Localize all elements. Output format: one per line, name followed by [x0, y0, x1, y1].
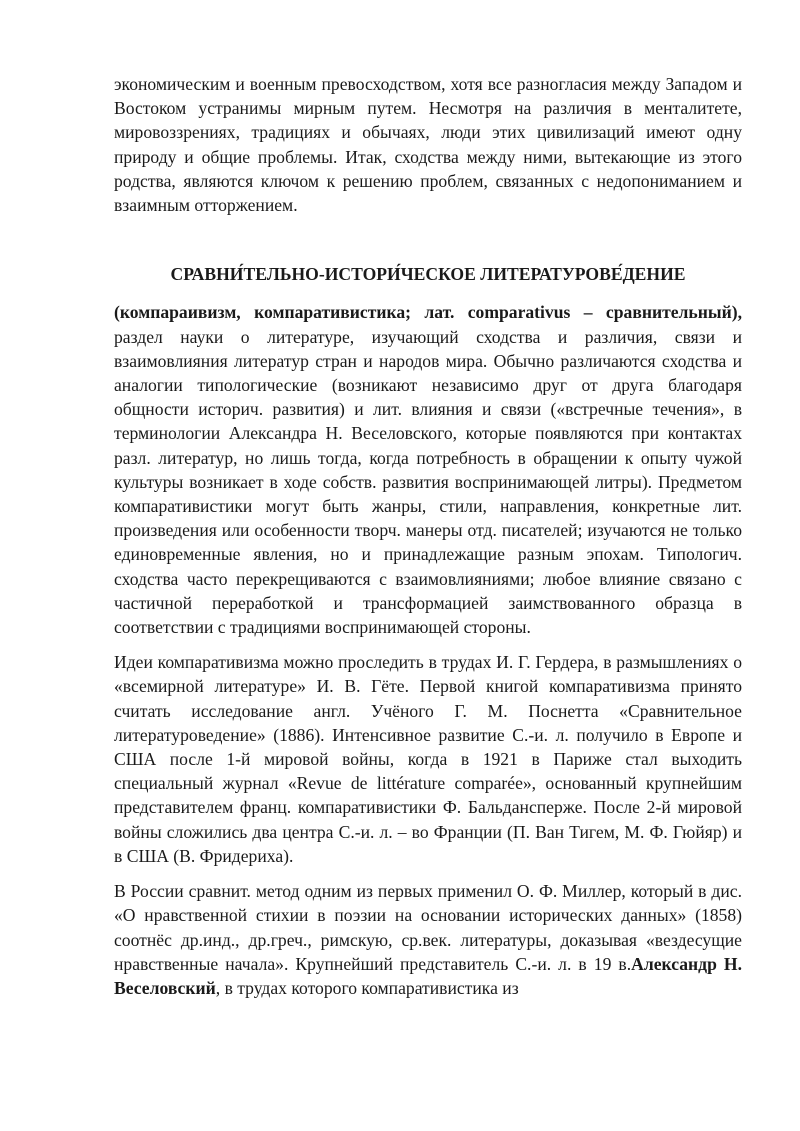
russia-text-before: В России сравнит. метод одним из первых применил О. Ф. Миллер, который в дис. «О нравственной стихии в поэзии на основании исторических данных» (1858) соотнёс др.инд., др.греч., римскую, ср.век. литературы, доказывая «вездесущие нравственные начала». Крупнейший представитель С.-и. л. в 19 в. [114, 881, 742, 974]
paragraph-intro: экономическим и военным превосходством, хотя все разногласия между Западом и Востоком устранимы мирным путем. Несмотря на различия в менталитете, мировоззрениях, традициях и обычаях, люди этих цивилизаций имеют одну природу и общие проблемы. Итак, сходства между ними, вытекающие из этого родства, являются ключом к решению проблем, связанных с недопониманием и взаимным отторжением. [114, 74, 742, 216]
section-heading: СРАВНИ́ТЕЛЬНО-ИСТОРИ́ЧЕСКОЕ ЛИТЕРАТУРОВЕ́ДЕНИЕ [170, 264, 686, 285]
paragraph-history: Идеи компаративизма можно проследить в трудах И. Г. Гердера, в размышлениях о «всемирной литературе» И. В. Гёте. Первой книгой компаративизма принято считать исследование англ. Учёного Г. М. Поснетта «Сравнительное литературоведение» (1886). Интенсивное развитие С.-и. л. получило в Европе и США после 1-й мировой войны, когда в 1921 в Париже стал выходить специальный журнал «Revue de littérature comparée», основанный крупнейшим представителем франц. компаративистики Ф. Бальдансперже. После 2-й мировой войны сложились два центра С.-и. л. – во Франции (П. Ван Тигем, М. Ф. Гюйяр) и в США (В. Фридериха). [114, 652, 742, 866]
definition-text: раздел науки о литературе, изучающий сходства и различия, связи и взаимовлияния литератур стран и народов мира. Обычно различаются сходства и аналогии типологические (возникают независимо друг от друга благодаря общности историч. развития) и лит. влияния и связи («встречные течения», в терминологии Александра Н. Веселовского, которые появляются при контактах разл. литератур, но лишь тогда, когда потребность в обращении к опыту чужой культуры возникает в ходе собств. развития воспринимающей литры). Предметом компаративистики могут быть жанры, стили, направления, конкретные лит. произведения или особенности творч. манеры отд. писателей; изучаются не только единовременные явления, но и принадлежащие разным эпохам. Типологич. сходства часто перекрещиваются с взаимовлияниями; любое влияние связано с частичной переработкой и трансформацией заимствованного образца в соответствии с традициями воспринимающей стороны. [114, 326, 742, 638]
russia-bold-name: Александр Н. Веселовский [114, 953, 742, 998]
document-page [114, 72, 742, 1000]
definition-bold-lead: (компараивизм, компаративистика; лат. comparativus – сравнительный), [114, 302, 742, 323]
paragraph-russia [114, 879, 742, 1000]
russia-text-after: , в трудах которого компаративистика из [215, 977, 519, 998]
paragraph-definition [114, 300, 742, 639]
